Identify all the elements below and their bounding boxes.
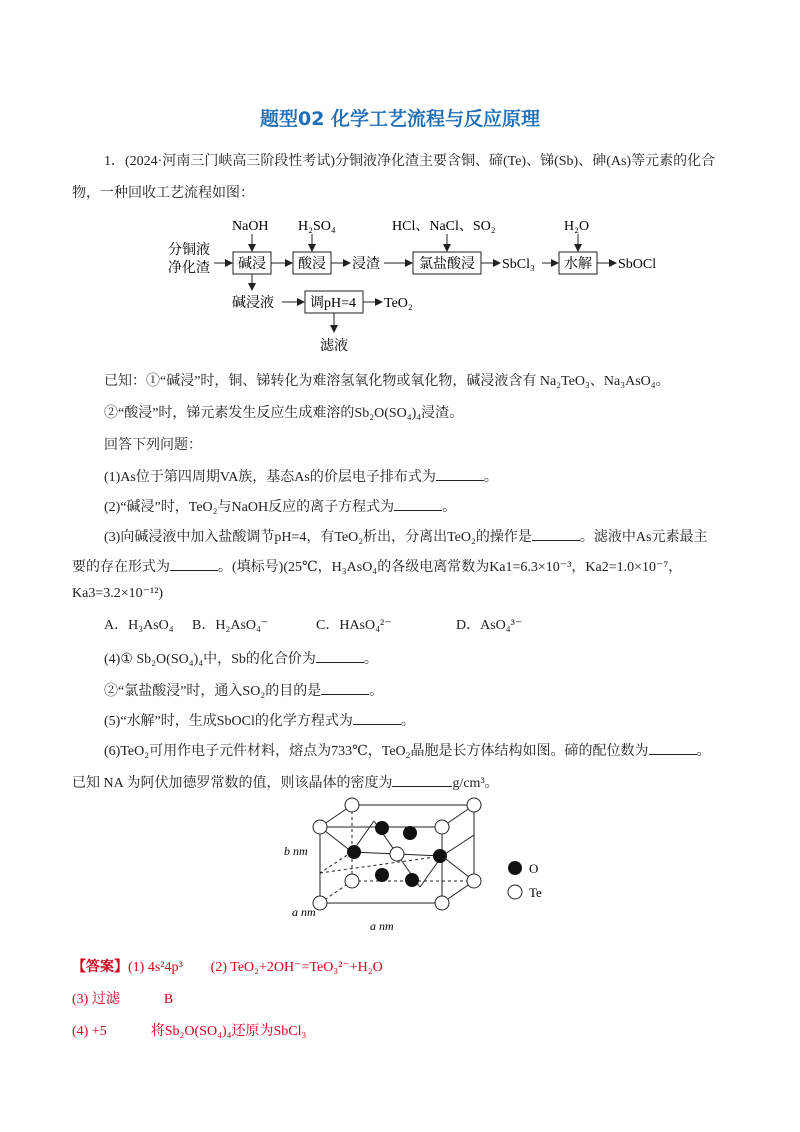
te-atom [467,798,481,812]
question-6-line1 [104,740,800,762]
feed-label-2: 净化渣 [168,261,210,276]
process-flow-diagram [160,210,680,360]
legend-te-swatch [508,885,522,899]
te-atom [467,874,481,888]
page-title: 题型02 化学工艺流程与反应原理 [259,108,541,130]
question-6-unit: g/cm³。 [452,776,499,791]
legend-o-swatch [508,861,522,875]
answer-blank-3b [170,556,218,571]
question-3-line3: Ka3=3.2×10⁻¹²) [72,586,164,601]
answer-3a: (3) 过滤 [72,992,120,1007]
question-6-line2 [72,772,800,794]
question-3-text-d: 。(填标号)(25℃，H₃AsO₄的各级电离常数为Ka1=6.3×10⁻³，Ka2=1.0×10⁻⁷， [218,560,683,575]
te-atom [435,896,449,910]
question-4-1-text: (4)① Sb₂O(SO₄)₄中，Sb的化合价为 [104,652,316,667]
legend-te-label: Te [529,885,542,900]
residue-label: 浸渣 [352,257,380,272]
answer-blank-6b [392,772,452,787]
option-d: D．AsO₄³⁻ [456,618,523,633]
question-6-text-b: 已知 NA 为阿伏加德罗常数的值，则该晶体的密度为 [72,776,393,791]
legend-o-label: O [529,861,539,876]
answer-blank-4b [321,680,369,695]
reagent-hcl-nacl-so2: HCl、NaCl、SO₂ [392,219,496,234]
question-1-text: (1)As位于第四周期VA族，基态As的价层电子排布式为 [104,470,436,485]
question-1 [104,466,800,488]
question-5 [104,710,800,732]
o-atom [347,845,361,859]
question-intro-line1: 1．(2024·河南三门峡高三阶段性考试)分铜液净化渣主要含铜、碲(Te)、锑(Sb)、砷(As)等元素的化合 [104,154,716,169]
prompt-text: 回答下列问题： [104,438,202,453]
box-chloride-acid-leach-label: 氯盐酸浸 [419,257,475,272]
known-condition-1: 已知：①“碱浸”时，铜、锑转化为难溶氢氧化物或氧化物，碱浸液含有 Na₂TeO₃、Na₃AsO₄。 [104,374,670,389]
a-nm-label-bottom: a nm [370,919,394,933]
alkali-liquor-label: 碱浸液 [232,296,274,311]
o-atom [433,849,447,863]
b-nm-label: b nm [284,844,308,858]
answer-blank-2 [394,496,442,511]
question-2 [104,496,800,518]
question-2-text: (2)“碱浸”时，TeO₂与NaOH反应的离子方程式为 [104,500,395,515]
o-atom [405,873,419,887]
te-atom [345,874,359,888]
box-alkali-leach-label: 碱浸 [238,257,266,272]
question-intro-line2: 物，一种回收工艺流程如图： [72,186,254,201]
sbcl3-label: SbCl₃ [502,257,535,272]
answer-blank-4a [316,648,364,663]
answer-tag: 【答案】 [72,960,128,975]
answer-blank-1 [436,466,484,481]
option-c: C．HAsO₄²⁻ [316,618,392,633]
box-hydrolysis-label: 水解 [564,257,592,272]
answer-line-4 [72,1022,800,1042]
question-6-period: 。 [696,744,711,759]
question-4-2-period: 。 [369,684,384,699]
crystal-cell-diagram [270,795,570,940]
te-atom-center [390,847,404,861]
te-atom [435,820,449,834]
sbocl-label: SbOCl [618,257,657,272]
answer-blank-5 [353,710,401,725]
answer-4b: 将Sb₂O(SO₄)₄还原为SbCl₃ [150,1024,307,1039]
feed-label-1: 分铜液 [168,243,210,258]
question-3-text-b: 。滤液中As元素最主 [579,530,708,545]
box-adjust-ph-label: 调pH=4 [310,296,357,311]
question-4-2-text: ②“氯盐酸浸”时，通入SO₂的目的是 [104,684,322,699]
option-a: A．H₃AsO₄ [104,618,174,633]
option-b: B．H₂AsO₄⁻ [192,618,269,633]
question-2-period: 。 [442,500,457,515]
question-5-period: 。 [400,714,415,729]
known-condition-2: ②“酸浸”时，锑元素发生反应生成难溶的Sb₂O(SO₄)₄浸渣。 [104,406,464,421]
answer-4a: (4) +5 [72,1024,107,1039]
answer-blank-6a [649,740,697,755]
question-3-text-c: 要的存在形式为 [72,560,170,575]
o-atom [375,821,389,835]
te-atom [345,798,359,812]
question-5-text: (5)“水解”时，生成SbOCl的化学方程式为 [104,714,353,729]
question-6-text-a: (6)TeO₂可用作电子元件材料，熔点为733℃，TeO₂晶胞是长方体结构如图。碲的配位数为 [104,744,649,759]
a-nm-label-left: a nm [292,905,316,919]
teo2-label: TeO₂ [384,296,413,311]
answer-line-3 [72,990,800,1010]
reagent-naoh: NaOH [232,219,269,234]
answer-1: (1) 4s²4p³ [128,960,183,975]
te-atom [313,820,327,834]
reagent-h2o: H₂O [564,219,590,234]
o-atom [403,826,417,840]
o-atom [375,868,389,882]
box-acid-leach-label: 酸浸 [298,257,326,272]
question-3-text-a: (3)向碱浸液中加入盐酸调节pH=4，有TeO₂析出，分离出TeO₂的操作是 [104,530,532,545]
answer-3b: B [163,992,174,1007]
question-4-2 [104,680,800,702]
question-4-1-period: 。 [363,652,378,667]
question-3-line1 [104,526,800,548]
answer-blank-3a [532,526,580,541]
answer-line-1 [72,958,800,978]
question-3-line2 [72,556,800,578]
question-4-1 [104,648,800,670]
filtrate-label: 滤液 [320,339,348,354]
question-1-period: 。 [483,470,498,485]
reagent-h2so4: H₂SO₄ [298,219,336,234]
answer-2: (2) TeO₂+2OH⁻=TeO₃²⁻+H₂O [210,960,383,975]
